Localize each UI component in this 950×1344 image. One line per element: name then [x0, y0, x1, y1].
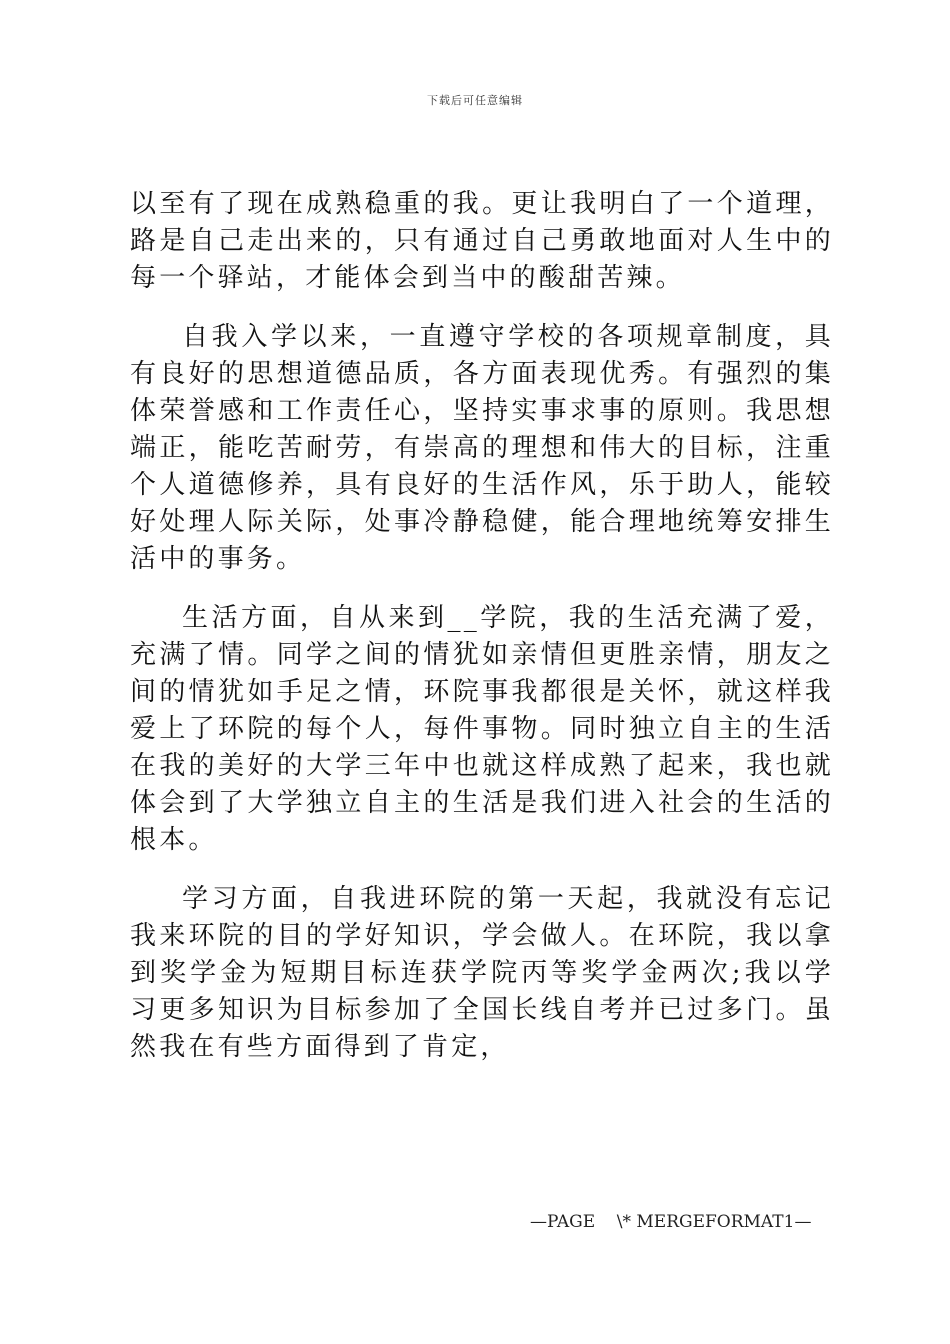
paragraph-continued: 以至有了现在成熟稳重的我。更让我明白了一个道理，路是自己走出来的，只有通过自己勇敢地面对人生中的每一个驿站，才能体会到当中的酸甜苦辣。: [130, 189, 834, 293]
paragraph-study: 学习方面，自我进环院的第一天起，我就没有忘记我来环院的目的学好知识，学会做人。在环院，我以拿到奖学金为短期目标连获学院丙等奖学金两次;我以学习更多知识为目标参加了全国长线自考并已过多门。虽然我在有些方面得到了肯定，: [130, 884, 834, 1062]
paragraph-conduct: 自我入学以来，一直遵守学校的各项规章制度，具有良好的思想道德品质，各方面表现优秀。有强烈的集体荣誉感和工作责任心，坚持实事求事的原则。我思想端正，能吃苦耐劳，有崇高的理想和伟大的目标，注重个人道德修养，具有良好的生活作风，乐于助人，能较好处理人际关际，处事冷静稳健，能合理地统筹安排生活中的事务。: [130, 322, 834, 574]
page-footer: —PAGE \* MERGEFORMAT1—: [530, 1212, 812, 1232]
page-header: 下载后可任意编辑: [427, 94, 523, 107]
paragraph-life: 生活方面，自从来到__学院，我的生活充满了爱，充满了情。同学之间的情犹如亲情但更胜亲情，朋友之间的情犹如手足之情，环院事我都很是关怀，就这样我爱上了环院的每个人，每件事物。同时独立自主的生活在我的美好的大学三年中也就这样成熟了起来，我也就体会到了大学独立自主的生活是我们进入社会的生活的根本。: [130, 603, 834, 855]
document-body: [130, 186, 834, 1088]
